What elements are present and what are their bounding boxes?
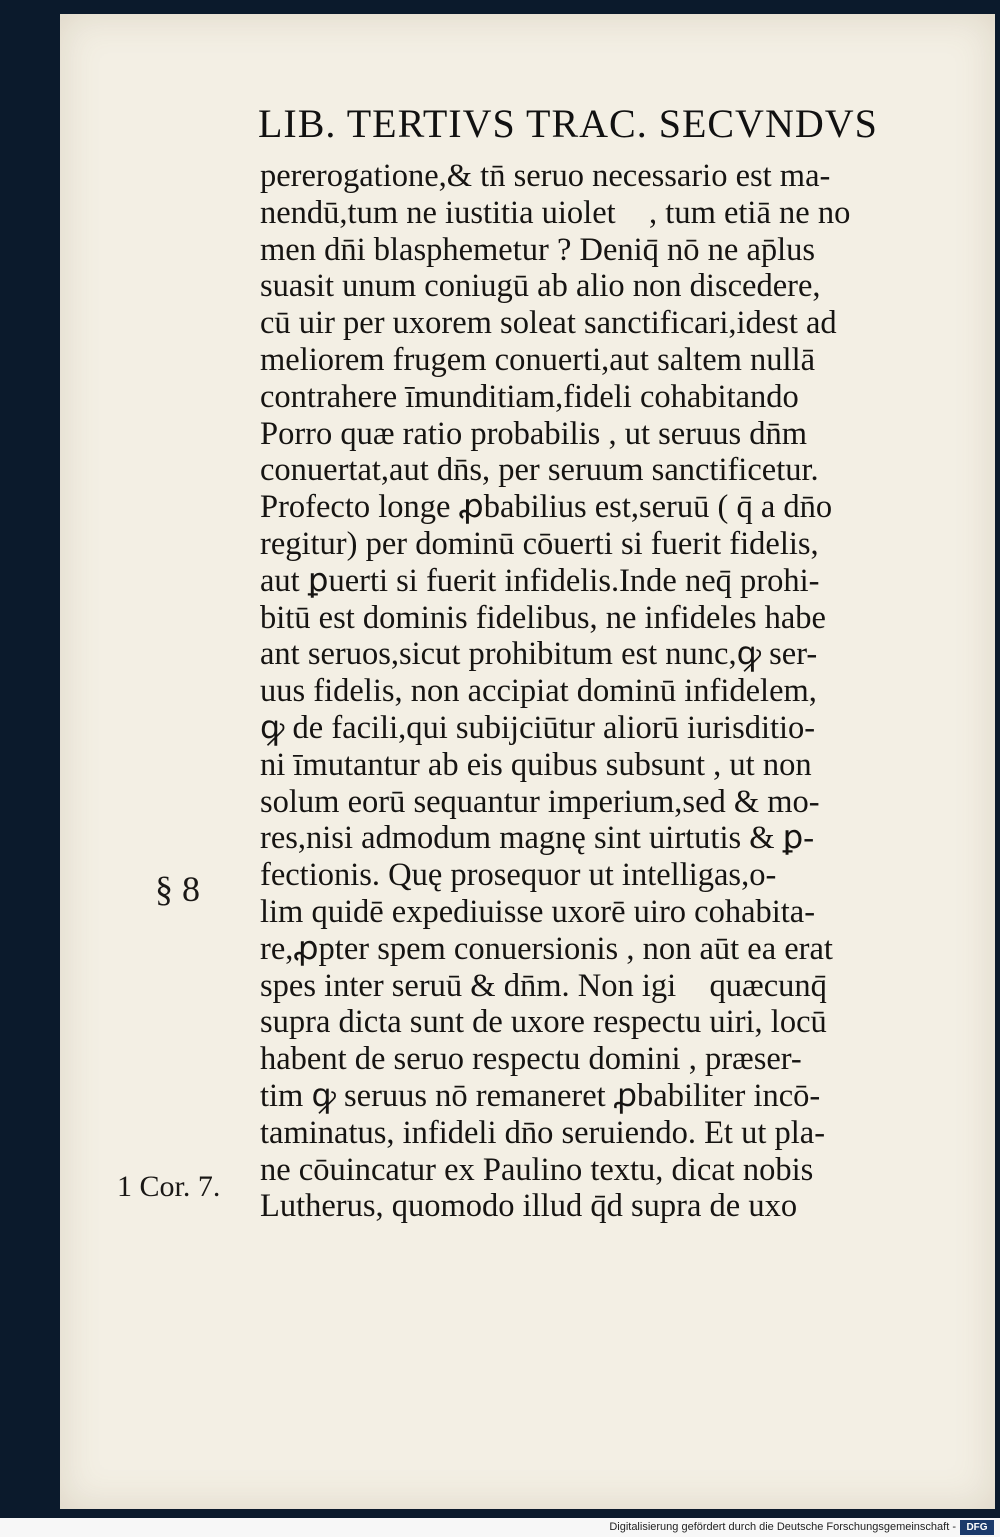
text-line: ni īmutantur ab eis quibus subsunt , ut non (260, 746, 812, 783)
text-line: fectionis. Quę prosequor ut intelligas,o- (260, 857, 777, 894)
text-line: ant seruos,sicut prohibitum est nunc,ꝙ ser- (260, 636, 818, 673)
running-head: LIB. TERTIVS TRAC. SECVNDVS (258, 101, 878, 146)
text-line: Profecto longe ꝓbabilius est,seruū ( q̄ a dn̄o (260, 489, 833, 526)
text-line: regitur) per dominū cōuerti si fuerit fidelis, (260, 525, 819, 562)
text-line: tim ꝙ seruus nō remaneret ꝓbabiliter incō- (260, 1077, 821, 1114)
text-line: supra dicta sunt de uxore respectu uiri, locū (260, 1004, 827, 1041)
funding-credit: Digitalisierung gefördert durch die Deutsche Forschungsgemeinschaft - (609, 1521, 956, 1533)
dfg-logo: DFG (960, 1520, 994, 1535)
text-line: pererogatione,& tn̄ seruo necessario est ma- (260, 158, 831, 194)
text-line: cū uir per uxorem soleat sanctificari,idest ad (260, 305, 837, 342)
text-line: men dn̄i blasphemetur ? Deniq̄ nō ne ap̄lus (260, 231, 816, 268)
text-line: ne cōuincatur ex Paulino textu, dicat nobis (260, 1151, 814, 1188)
section-mark: § 8 (155, 869, 200, 909)
text-line: lim quidē expediuisse uxorē uiro cohabita- (260, 893, 816, 930)
text-block (260, 158, 940, 1225)
text-line: meliorem frugem conuerti,aut saltem nullā (260, 341, 816, 378)
text-line: re,ꝓpter spem conuersionis , non aūt ea erat (260, 930, 833, 967)
text-line: res,nisi admodum magnę sint uirtutis & ꝑ- (260, 820, 815, 857)
text-line: spes inter seruū & dn̄m. Non igiᷓ quæcunq̄ (260, 967, 827, 1004)
text-line: habent de seruo respectu domini , præser- (260, 1041, 802, 1078)
text-line: Porro quæ ratio probabilis , ut seruus dn̄m (260, 415, 808, 452)
text-line: suasit unum coniugū ab alio non discedere, (260, 268, 821, 305)
text-line: Lutherus, quomodo illud q̄d supra de uxo (260, 1188, 798, 1225)
text-line: contrahere īmunditiam,fideli cohabitando (260, 378, 799, 415)
text-line: ꝙ de facili,qui subijciūtur aliorū iurisditio- (260, 709, 816, 746)
text-line: conuertat,aut dn̄s, per seruum sanctificetur. (260, 452, 819, 489)
text-line: taminatus, infideli dn̄o seruiendo. Et ut pla- (260, 1114, 826, 1151)
text-line: aut ꝑuerti si fuerit infidelis.Inde neq̄ prohi- (260, 562, 820, 599)
scripture-reference: 1 Cor. 7. (117, 1170, 221, 1203)
text-line: solum eorū sequantur imperium,sed & mo- (260, 783, 820, 820)
text-line: nendū,tum ne iustitia uioletᷣ , tum etiā ne no (260, 194, 851, 231)
text-line: uus fidelis, non accipiat dominū infidelem, (260, 673, 817, 710)
text-line: bitū est dominis fidelibus, ne infideles habe (260, 599, 826, 636)
